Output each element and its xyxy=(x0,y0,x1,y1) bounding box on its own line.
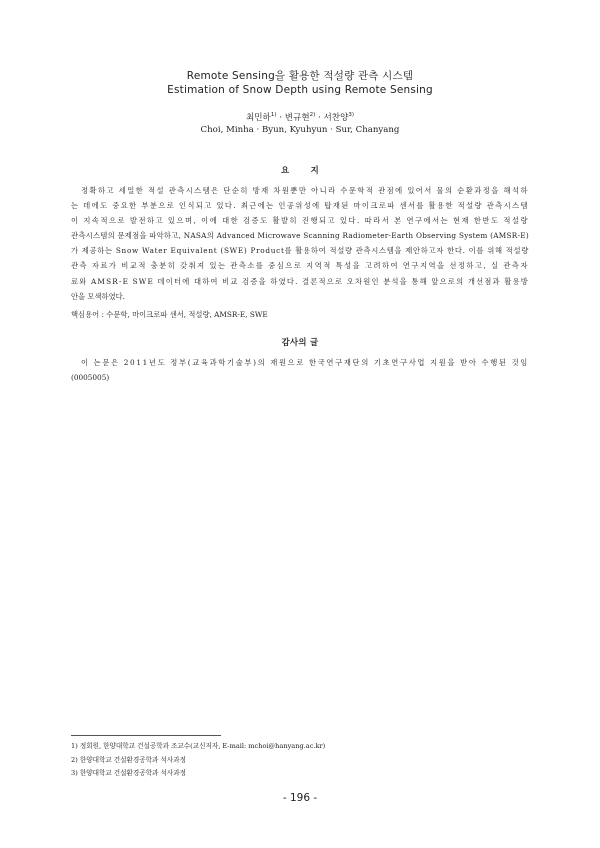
abstract-body xyxy=(71,183,529,304)
abstract-line: 가 제공하는 Snow Water Equivalent (SWE) Product를 활용하여 적설량 관측시스템을 제안하고자 한다. 이를 위해 적설량 xyxy=(71,246,529,256)
footnotes xyxy=(71,740,471,781)
author-footnote-mark: 1) xyxy=(270,112,277,118)
acknowledgement-line: (0005005) xyxy=(71,373,110,383)
abstract-line: 료와 AMSR-E SWE 데이터에 대하여 비교 검증을 하였다. 결론적으로 오차원인 분석을 통해 앞으로의 개선점과 활용방 xyxy=(71,276,529,286)
footnote: 1) 정회원, 한양대학교 건설공학과 조교수(교신저자, E-mail: mchoi@hanyang.ac.kr) xyxy=(71,742,326,750)
abstract-line: 관측시스템의 문제점을 파악하고, NASA의 Advanced Microwave Scanning Radiometer-Earth Observing System (AMSR-E) xyxy=(71,231,529,241)
author-name: 최민하 xyxy=(245,113,271,123)
keywords xyxy=(71,307,529,322)
acknowledgement-heading: 감사의 글 xyxy=(281,337,319,347)
footnote: 2) 한양대학교 건설환경공학과 석사과정 xyxy=(71,755,186,764)
authors-english: Choi, Minha · Byun, Kyuhyun · Sur, Chanyang xyxy=(200,125,400,135)
acknowledgement-body xyxy=(71,355,529,385)
footnote-divider xyxy=(71,735,221,736)
title-english: Estimation of Snow Depth using Remote Sensing xyxy=(167,84,433,96)
abstract-line: 는 데에도 중요한 부분으로 인식되고 있다. 최근에는 인공위성에 탑재된 마이크로파 센서를 활용한 적설량 관측시스템 xyxy=(71,201,529,211)
author-footnote-mark: 2) xyxy=(309,112,316,118)
title-korean: Remote Sensing을 활용한 적설량 관측 시스템 xyxy=(186,70,414,82)
keywords-line: 핵심용어 : 수문학, 마이크로파 센서, 적설량, AMSR-E, SWE xyxy=(71,310,268,319)
footnote: 3) 한양대학교 건설환경공학과 석사과정 xyxy=(71,769,186,778)
author-name: 서찬양 xyxy=(323,113,349,123)
abstract-line: 정확하고 세밀한 적설 관측시스템은 단순히 방재 차원뿐만 아니라 수문학적 관점에 있어서 물의 순환과정을 해석하 xyxy=(81,186,529,195)
author-name: 변규현 xyxy=(284,113,310,123)
page-number: - 196 - xyxy=(282,792,318,804)
authors-korean xyxy=(0,111,600,123)
abstract-heading: 요 지 xyxy=(281,165,319,175)
abstract-line: 안을 모색하였다. xyxy=(71,291,125,301)
author-footnote-mark: 3) xyxy=(348,112,355,118)
author-separator: · xyxy=(276,113,285,123)
abstract-line: 이 지속적으로 발전하고 있으며, 이에 대한 검증도 활발히 진행되고 있다. 따라서 본 연구에서는 현재 한반도 적설량 xyxy=(71,216,529,226)
abstract-line: 관측 자료가 비교적 충분히 갖춰져 있는 관측소를 중심으로 지역적 특성을 고려하여 연구지역을 선정하고, 실 관측자 xyxy=(71,261,529,271)
acknowledgement-line: 이 논문은 2011년도 정부(교육과학기술부)의 재원으로 한국연구재단의 기초연구사업 지원을 받아 수행된 것임 xyxy=(81,358,529,367)
author-separator: · xyxy=(315,113,324,123)
